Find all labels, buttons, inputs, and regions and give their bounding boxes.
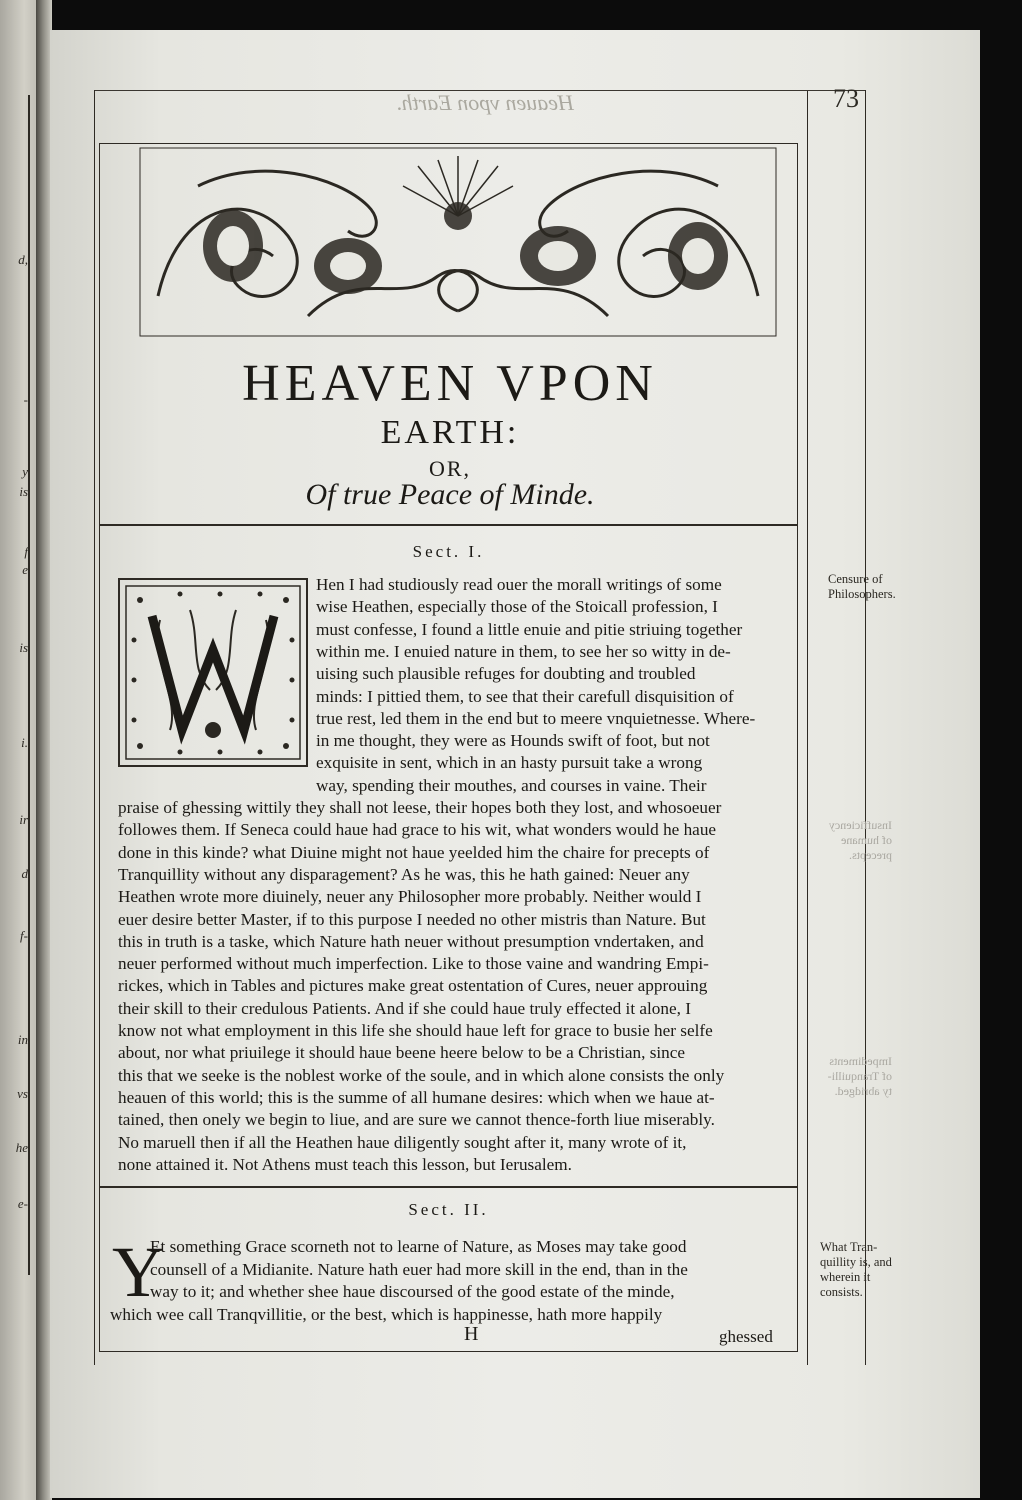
fragment: is — [19, 484, 28, 499]
margin-note-what-tranquillity — [820, 1240, 902, 1300]
catchword: ghessed — [719, 1327, 773, 1346]
ghost-line: of Tranquilli- — [827, 1069, 892, 1083]
body-text-line: Tranquillity without any disparagement? As he was, this he hath gained: Neuer any — [118, 864, 690, 884]
ghost-line: precepts. — [849, 848, 892, 862]
section-rule — [100, 1186, 797, 1188]
body-text-line: No maruell then if all the Heathen haue diligently sought after it, many wrote of it, — [118, 1132, 687, 1152]
initial-y: Y — [112, 1232, 164, 1312]
body-text-line: exquisite in sent, which in an hasty pursuit take a wrong — [316, 753, 703, 773]
body-text-line: this in truth is a taske, which Nature hath neuer without presumption vndertaken, and — [118, 931, 704, 951]
body-text-line: Heathen wrote more diuinely, neuer any Philosopher more probably. Neither would I — [118, 887, 702, 907]
body-text-line: wise Heathen, especially those of the Stoicall profession, I — [316, 597, 718, 617]
body-text-line: their skill to their credulous Patients. And if she could haue truly effected it alone, I — [118, 998, 691, 1018]
fragment: e — [22, 562, 28, 577]
body-text-line: tained, then onely we begin to liue, and are sure we cannot thence-forth liue miserably. — [118, 1110, 715, 1130]
show-through-note — [812, 818, 892, 863]
body-text-line: must confesse, I found a little enuie and pitie striuing together — [316, 619, 743, 639]
body-text-line: which wee call Tranqvillitie, or the best, which is happinesse, hath more happily — [110, 1304, 663, 1324]
body-text-line: rickes, which in Tables and pictures make great ostentation of Cures, neuer approuing — [118, 976, 708, 996]
body-text-line: praise of ghessing wittily they shall not leese, their hopes both they lost, and whosoeuer — [118, 798, 722, 817]
fragment: ir — [19, 812, 28, 827]
ghost-line: Impediments — [829, 1054, 892, 1068]
fragment: d, — [18, 252, 28, 267]
body-text-line: done in this kinde? what Diuine might not haue yeelded him the chaire for precepts of — [118, 842, 710, 862]
previous-page-rule — [28, 95, 30, 1275]
fragment: - — [23, 392, 28, 407]
body-text-line: none attained it. Not Athens must teach this lesson, but Ierusalem. — [118, 1154, 572, 1174]
ghost-line: Insufficiency — [828, 818, 892, 832]
body-text-line: euer desire better Master, if to this purpose I needed no other mistris than Nature. But — [118, 909, 706, 929]
fragment: f- — [20, 928, 28, 943]
title-tagline: Of true Peace of Minde. — [305, 478, 595, 511]
body-text-line: know not what employment in this life she should haue left for grace to busie her selfe — [118, 1021, 713, 1040]
decorated-initial-w — [118, 578, 308, 767]
previous-page-fragments — [0, 0, 30, 1500]
margin-note-censure — [828, 572, 910, 602]
fragment: e- — [17, 1196, 28, 1211]
fragment: he — [15, 1140, 28, 1155]
section-heading-1: Sect. I. — [412, 542, 485, 561]
body-text-line: way to it; and whether shee haue discoursed of the good estate of the minde, — [150, 1282, 675, 1301]
margin-note-line: consists. — [820, 1285, 863, 1299]
fragment: y — [22, 464, 28, 479]
body-text-line: within me. I enuied nature in them, to see her so witty in de- — [316, 641, 731, 661]
body-text-line: followes them. If Seneca could haue had grace to his wit, what wonders would he haue — [118, 820, 717, 840]
fragment: is — [19, 640, 28, 655]
signature-mark: H — [464, 1323, 479, 1345]
fragment: d — [21, 866, 28, 881]
show-through-header: Heauen vpon Earth. — [396, 90, 574, 115]
page-number: 73 — [833, 84, 859, 113]
body-text-line: Et something Grace scorneth not to learne of Nature, as Moses may take good — [150, 1237, 687, 1256]
section-heading-2: Sect. II. — [408, 1200, 489, 1219]
body-text-line: counsell of a Midianite. Nature hath euer had more skill in the end, than in the — [150, 1259, 688, 1279]
running-header — [95, 80, 875, 120]
body-text-line: true rest, led them in the end but to meere vnquietnesse. Where- — [316, 708, 756, 728]
ornamental-headpiece — [138, 146, 778, 338]
margin-rule — [807, 90, 808, 1365]
margin-note-line: Censure of — [828, 572, 883, 586]
body-text-line: Hen I had studiously read ouer the morall writings of some — [316, 575, 722, 594]
title-rule — [100, 524, 797, 526]
ghost-line: ty abridged. — [834, 1084, 892, 1098]
margin-note-line: wherein it — [820, 1270, 871, 1284]
margin-note-line: What Tran- — [820, 1240, 878, 1254]
body-text-line: minds: I pittied them, to see that their carefull disquisition of — [316, 686, 734, 706]
title-or: OR, — [428, 456, 472, 481]
body-text-line: heauen of this world; this is the summe of all humane desires: which when we haue at- — [118, 1087, 715, 1107]
margin-note-line: Philosophers. — [828, 587, 896, 601]
fragment: i. — [21, 735, 28, 750]
body-text-line: this that we seeke is the noblest worke of the soule, and in which alone consists the only — [118, 1065, 725, 1085]
title-sub: EARTH: — [380, 414, 520, 451]
body-text-line: in me thought, they were as Hounds swift of foot, but not — [316, 731, 710, 751]
show-through-note — [812, 1054, 892, 1099]
fragment: vs — [17, 1086, 28, 1101]
fragment: f — [24, 544, 28, 559]
body-text-line: neuer performed without much imperfection. Like to those vaine and wandring Empi- — [118, 954, 709, 974]
body-text-line: way, spending their mouthes, and courses in vaine. Their — [316, 775, 707, 795]
body-text-line: uising such plausible refuges for doubting and troubled — [316, 664, 696, 684]
body-text-line: about, nor what priuilege it should haue beene heere below to be a Christian, since — [118, 1043, 686, 1063]
ghost-line: of humane — [841, 833, 892, 847]
margin-note-line: quillity is, and — [820, 1255, 892, 1269]
fragment: in — [17, 1032, 28, 1047]
title-main: HEAVEN VPON — [242, 355, 658, 412]
